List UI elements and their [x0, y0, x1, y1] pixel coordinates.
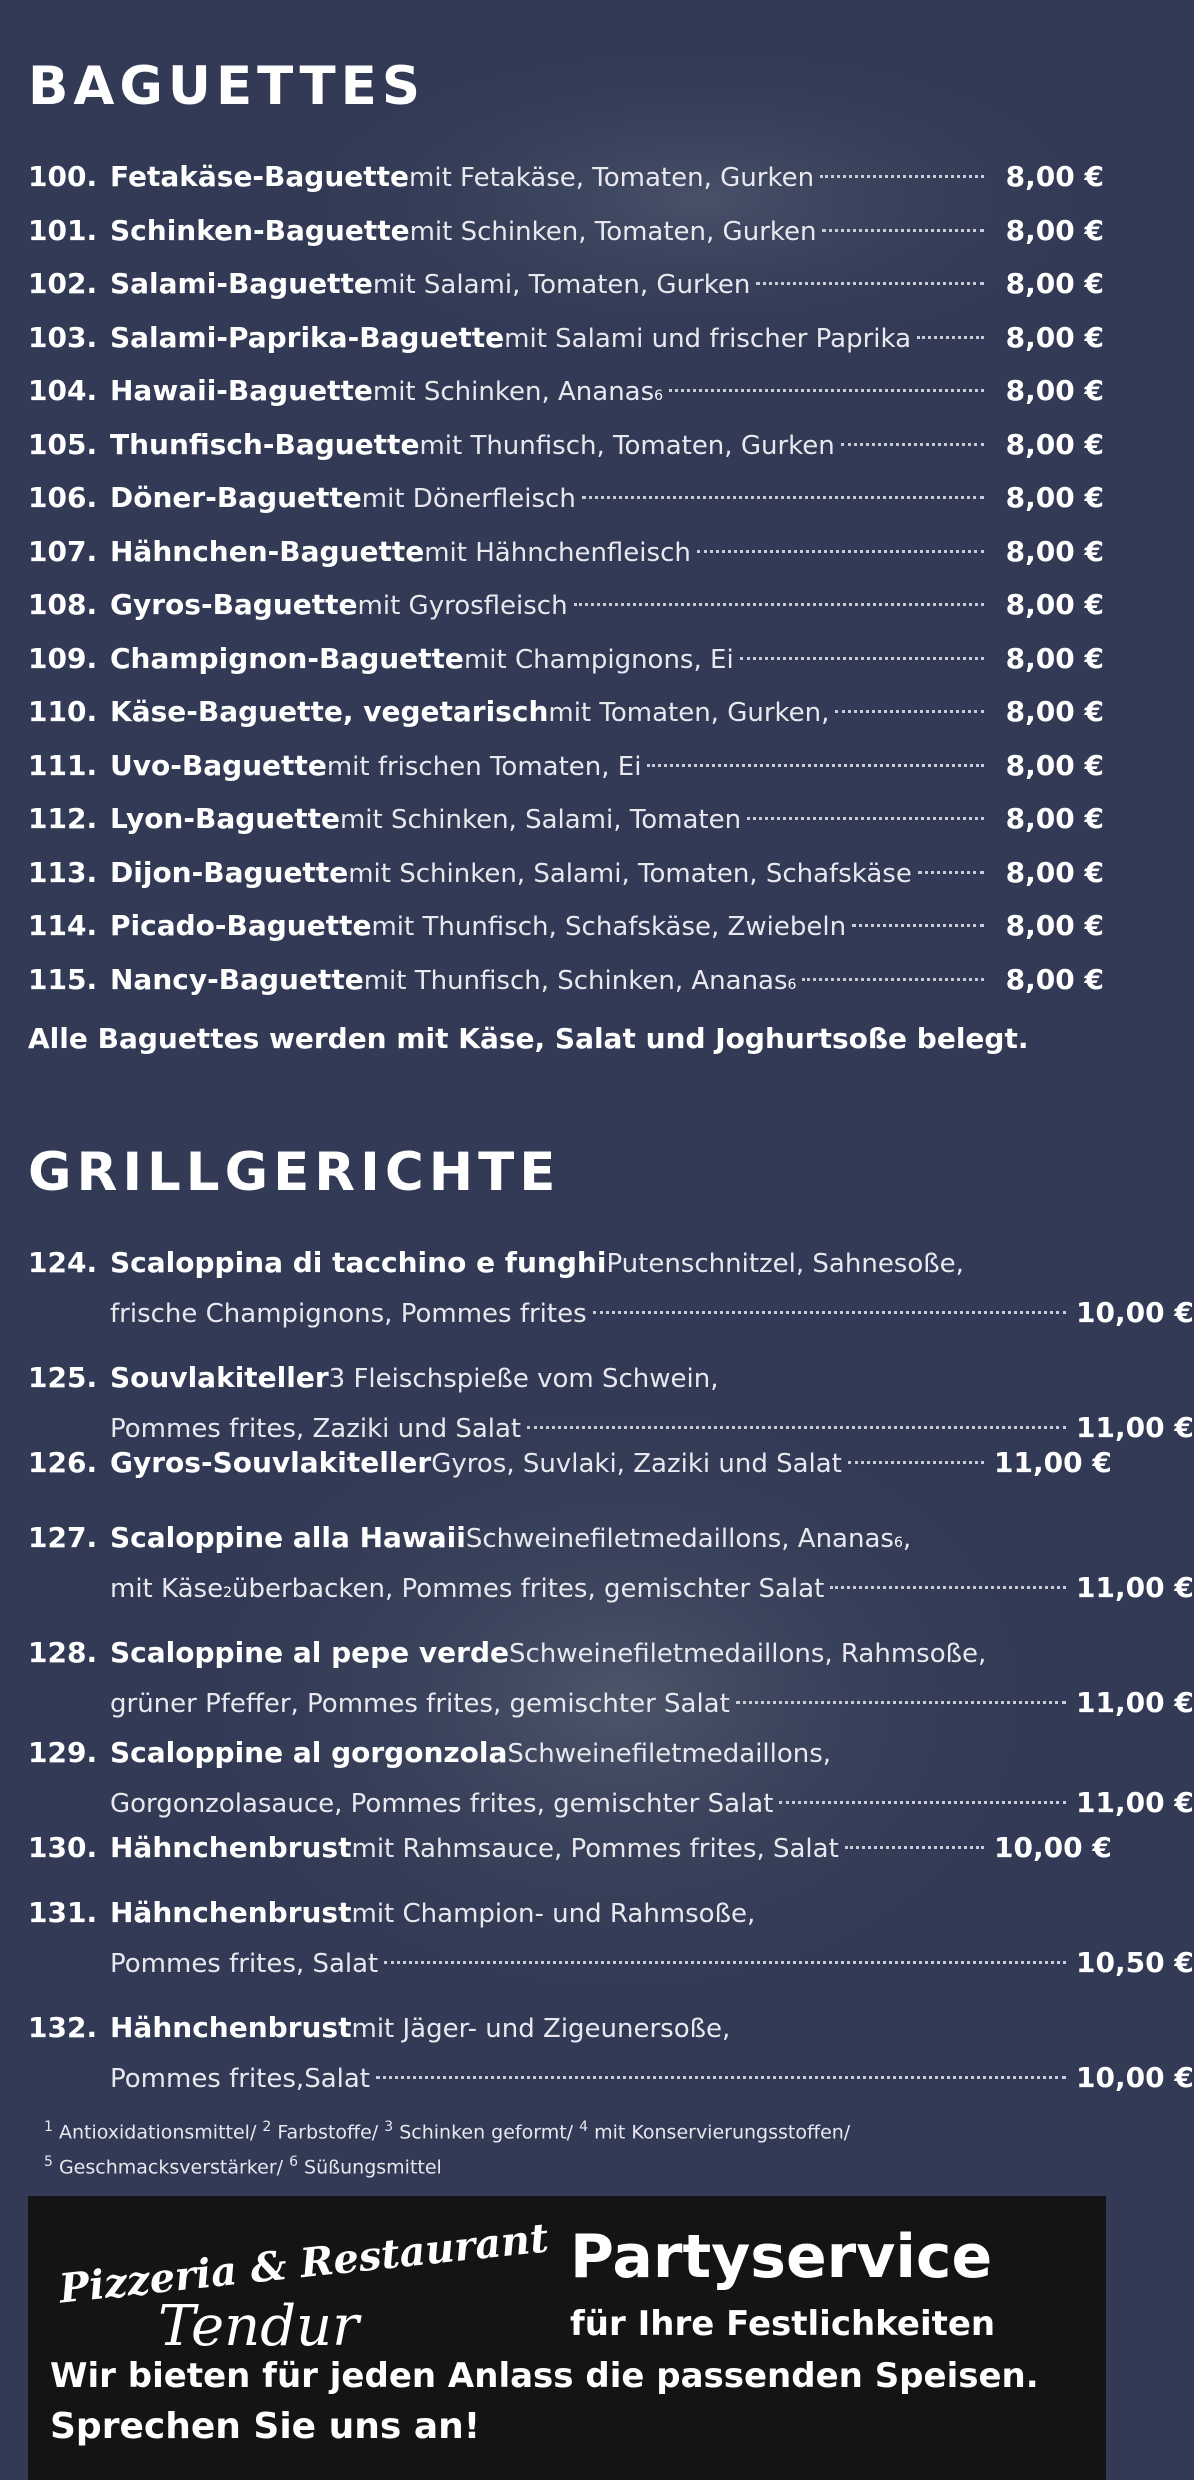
- dot-leader: [845, 1846, 984, 1849]
- item-price: 10,00 €: [1076, 2061, 1194, 2094]
- item-price: 8,00 €: [1005, 588, 1104, 621]
- menu-item-row: [28, 1726, 1104, 1781]
- dot-leader: [918, 871, 984, 874]
- item-description: Pommes frites,Salat: [110, 2064, 370, 2094]
- banner-contact-text: Sprechen Sie uns an!: [50, 2406, 481, 2447]
- item-description: mit Salami und frischer Paprika: [504, 323, 912, 354]
- item-number: 107.: [28, 534, 98, 568]
- menu-item-row: [28, 418, 1104, 473]
- item-number: 125.: [28, 1361, 98, 1394]
- item-description: mit Schinken, Tomaten, Gurken: [409, 216, 817, 247]
- dot-leader: [697, 550, 984, 553]
- footnote-line-2: $^5$ Geschmacksverstärker/ $^6$ Süßungsmittel: [44, 2154, 442, 2179]
- dot-leader: [384, 1961, 1066, 1964]
- item-number: 128.: [28, 1636, 98, 1669]
- item-number: 129.: [28, 1736, 98, 1769]
- item-price: 8,00 €: [1005, 855, 1104, 889]
- dot-leader: [574, 603, 984, 606]
- dot-leader: [669, 389, 984, 392]
- dot-leader: [830, 1586, 1066, 1589]
- menu-item-row: [28, 1626, 1104, 1681]
- item-description: grüner Pfeffer, Pommes frites, gemischter Salat: [110, 1689, 730, 1719]
- dot-leader: [376, 2076, 1066, 2079]
- footnote-marker: 6: [893, 1535, 903, 1551]
- partyservice-banner: [28, 2196, 1106, 2480]
- item-price: 8,00 €: [1005, 909, 1104, 942]
- item-number: 130.: [28, 1831, 98, 1864]
- item-description: mit Salami, Tomaten, Gurken: [372, 270, 751, 300]
- menu-item-row-continued: [28, 1936, 1194, 1991]
- item-description: mit Hähnchenfleisch: [424, 537, 691, 568]
- item-name: Gyros-Baguette: [110, 588, 358, 621]
- item-name: Salami-Baguette: [110, 267, 373, 300]
- item-description: mit Rahmsauce, Pommes frites, Salat: [351, 1834, 839, 1864]
- item-number: 111.: [28, 748, 98, 782]
- dot-leader: [822, 229, 984, 232]
- footnote-marker: 2: [223, 1585, 232, 1601]
- item-description: Gorgonzolasauce, Pommes frites, gemischter Salat: [110, 1789, 774, 1819]
- dot-leader: [841, 443, 984, 446]
- item-description: Putenschnitzel, Sahnesoße,: [606, 1249, 964, 1279]
- item-price: 8,00 €: [1005, 962, 1104, 996]
- item-price: 11,00 €: [1076, 1686, 1194, 1719]
- item-number: 104.: [28, 374, 98, 407]
- dot-leader: [736, 1701, 1066, 1704]
- item-number: 102.: [28, 267, 98, 300]
- menu-item-row: [28, 311, 1104, 366]
- dot-leader: [835, 710, 984, 713]
- item-number: 131.: [28, 1896, 98, 1929]
- dot-leader: [593, 1311, 1066, 1314]
- item-description: 3 Fleischspieße vom Schwein,: [328, 1364, 719, 1394]
- item-name: Döner-Baguette: [110, 481, 362, 514]
- item-description: mit Thunfisch, Schinken, Ananas: [363, 965, 788, 996]
- dot-leader: [747, 817, 984, 820]
- item-number: 113.: [28, 855, 98, 889]
- item-number: 132.: [28, 2011, 98, 2044]
- item-price: 8,00 €: [1005, 267, 1104, 300]
- dot-leader: [802, 978, 984, 981]
- menu-item-row: [28, 792, 1104, 847]
- item-price: 8,00 €: [1005, 427, 1104, 461]
- item-number: 105.: [28, 427, 98, 461]
- dot-leader: [779, 1801, 1066, 1804]
- item-number: 114.: [28, 909, 98, 942]
- dot-leader: [647, 764, 984, 767]
- grill-title: GRILLGERICHTE: [28, 1142, 561, 1203]
- item-number: 108.: [28, 588, 98, 621]
- item-name: Souvlakiteller: [110, 1361, 329, 1394]
- dot-leader: [848, 1461, 984, 1464]
- item-description: mit Champion- und Rahmsoße,: [351, 1899, 756, 1929]
- item-description: mit Gyrosfleisch: [357, 591, 568, 621]
- item-description-end: ,: [902, 1524, 912, 1554]
- menu-item-row: [28, 2001, 1104, 2056]
- dot-leader: [917, 336, 984, 339]
- item-name: Nancy-Baguette: [110, 962, 364, 996]
- item-description: überbacken, Pommes frites, gemischter Salat: [232, 1574, 825, 1604]
- item-number: 100.: [28, 160, 98, 193]
- footnote-marker: 6: [654, 388, 664, 404]
- menu-item-row: [28, 578, 1104, 633]
- item-name: Uvo-Baguette: [110, 748, 327, 782]
- item-description: mit Schinken, Ananas: [372, 377, 655, 407]
- item-price: 11,00 €: [1076, 1786, 1194, 1819]
- partyservice-subtitle: für Ihre Festlichkeiten: [570, 2304, 996, 2344]
- item-number: 112.: [28, 802, 98, 835]
- item-name: Scaloppine al gorgonzola: [110, 1736, 508, 1769]
- dot-leader: [756, 282, 984, 285]
- menu-item-row: [28, 685, 1104, 740]
- item-description: Schweinefiletmedaillons, Rahmsoße,: [509, 1639, 987, 1669]
- menu-item-row: [28, 899, 1104, 954]
- menu-item-row: [28, 525, 1104, 580]
- item-name: Hähnchenbrust: [110, 1831, 352, 1864]
- item-description: Schweinefiletmedaillons,: [507, 1739, 832, 1769]
- item-description: Pommes frites, Salat: [110, 1949, 379, 1979]
- partyservice-title: Partyservice: [570, 2222, 993, 2292]
- item-price: 8,00 €: [1005, 320, 1104, 354]
- footnotes: [44, 2112, 850, 2183]
- item-description: mit Schinken, Salami, Tomaten, Schafskäse: [348, 858, 912, 889]
- item-price: 8,00 €: [1005, 374, 1104, 407]
- item-number: 109.: [28, 641, 98, 675]
- item-description: mit Käse: [110, 1574, 224, 1604]
- menu-item-row: [28, 846, 1104, 901]
- item-price: 10,50 €: [1076, 1946, 1194, 1979]
- item-name: Hähnchenbrust: [110, 1896, 352, 1929]
- item-description: mit frischen Tomaten, Ei: [326, 751, 642, 782]
- item-price: 11,00 €: [1076, 1411, 1194, 1444]
- dot-leader: [740, 657, 984, 660]
- item-number: 115.: [28, 962, 98, 996]
- menu-item-row: [28, 364, 1104, 423]
- menu-item-row: [28, 1886, 1104, 1941]
- dot-leader: [852, 924, 984, 927]
- item-price: 11,00 €: [1076, 1571, 1194, 1604]
- item-description: mit Dönerfleisch: [361, 484, 576, 514]
- item-name: Dijon-Baguette: [110, 855, 349, 889]
- menu-item-row: [28, 1821, 1112, 1876]
- dot-leader: [820, 175, 984, 178]
- banner-offer-text: Wir bieten für jeden Anlass die passenden Speisen.: [50, 2356, 1039, 2396]
- item-name: Käse-Baguette, vegetarisch: [110, 695, 549, 728]
- item-description: mit Tomaten, Gurken,: [548, 698, 830, 728]
- baguettes-note: Alle Baguettes werden mit Käse, Salat und Joghurtsoße belegt.: [28, 1022, 1029, 1055]
- item-number: 106.: [28, 481, 98, 514]
- footnote-line-1: $^1$ Antioxidationsmittel/ $^2$ Farbstoffe/ $^3$ Schinken geformt/ $^4$ mit Konservierungsstoffen/: [44, 2119, 851, 2144]
- item-description: mit Schinken, Salami, Tomaten: [339, 805, 742, 835]
- item-description: Pommes frites, Zaziki und Salat: [110, 1414, 522, 1444]
- item-description: mit Thunfisch, Schafskäse, Zwiebeln: [371, 912, 847, 942]
- restaurant-logo-name: Tendur: [158, 2294, 359, 2359]
- item-name: Champignon-Baguette: [110, 641, 464, 675]
- menu-item-row: [28, 953, 1104, 1012]
- item-name: Scaloppina di tacchino e funghi: [110, 1246, 607, 1279]
- menu-item-row-continued: [28, 1561, 1194, 1620]
- menu-item-row: [28, 632, 1104, 687]
- item-name: Fetakäse-Baguette: [110, 160, 410, 193]
- item-name: Picado-Baguette: [110, 909, 372, 942]
- dot-leader: [582, 496, 984, 499]
- footnote-marker: 6: [787, 976, 797, 993]
- item-description: frische Champignons, Pommes frites: [110, 1299, 587, 1329]
- menu-item-row: [28, 471, 1104, 526]
- item-description: mit Fetakäse, Tomaten, Gurken: [409, 163, 815, 193]
- item-name: Hawaii-Baguette: [110, 374, 373, 407]
- item-name: Hähnchenbrust: [110, 2011, 352, 2044]
- menu-item-row: [28, 150, 1104, 205]
- item-price: 8,00 €: [1005, 213, 1104, 247]
- item-number: 101.: [28, 213, 98, 247]
- item-price: 8,00 €: [1005, 534, 1104, 568]
- menu-item-row-continued: [28, 1286, 1194, 1341]
- item-name: Salami-Paprika-Baguette: [110, 320, 505, 354]
- menu-item-row: [28, 204, 1104, 259]
- item-price: 8,00 €: [1005, 748, 1104, 782]
- item-price: 8,00 €: [1005, 481, 1104, 514]
- item-price: 10,00 €: [1076, 1296, 1194, 1329]
- item-name: Scaloppine alla Hawaii: [110, 1521, 466, 1554]
- item-price: 8,00 €: [1005, 802, 1104, 835]
- item-name: Hähnchen-Baguette: [110, 534, 425, 568]
- menu-item-row-continued: [28, 1676, 1194, 1731]
- item-name: Gyros-Souvlakiteller: [110, 1446, 432, 1479]
- restaurant-logo-text: Pizzeria & Restaurant: [56, 2214, 551, 2313]
- item-price: 8,00 €: [1005, 160, 1104, 193]
- item-name: Lyon-Baguette: [110, 802, 340, 835]
- item-price: 10,00 €: [994, 1831, 1112, 1864]
- menu-item-row: [28, 257, 1104, 312]
- item-number: 103.: [28, 320, 98, 354]
- baguettes-title: BAGUETTES: [28, 56, 426, 117]
- item-description: mit Thunfisch, Tomaten, Gurken: [419, 430, 835, 461]
- item-number: 124.: [28, 1246, 98, 1279]
- item-description: mit Champignons, Ei: [463, 644, 734, 675]
- dot-leader: [527, 1426, 1066, 1429]
- item-number: 126.: [28, 1446, 98, 1479]
- menu-item-row: [28, 1351, 1104, 1406]
- item-price: 11,00 €: [994, 1446, 1112, 1479]
- item-name: Scaloppine al pepe verde: [110, 1636, 509, 1669]
- item-name: Thunfisch-Baguette: [110, 427, 420, 461]
- menu-item-row: [28, 1236, 1104, 1291]
- menu-item-row-continued: [28, 2051, 1194, 2106]
- menu-item-row: [28, 739, 1104, 794]
- item-description: Gyros, Suvlaki, Zaziki und Salat: [431, 1449, 842, 1479]
- item-name: Schinken-Baguette: [110, 213, 410, 247]
- item-number: 127.: [28, 1521, 98, 1554]
- item-price: 8,00 €: [1005, 695, 1104, 728]
- baguettes-section: [28, 56, 1104, 1055]
- item-description: mit Jäger- und Zigeunersoße,: [351, 2014, 731, 2044]
- menu-item-row: [28, 1436, 1112, 1491]
- item-price: 8,00 €: [1005, 641, 1104, 675]
- item-description: Schweinefiletmedaillons, Ananas: [465, 1524, 894, 1554]
- grill-section: [28, 1142, 1194, 2094]
- item-number: 110.: [28, 695, 98, 728]
